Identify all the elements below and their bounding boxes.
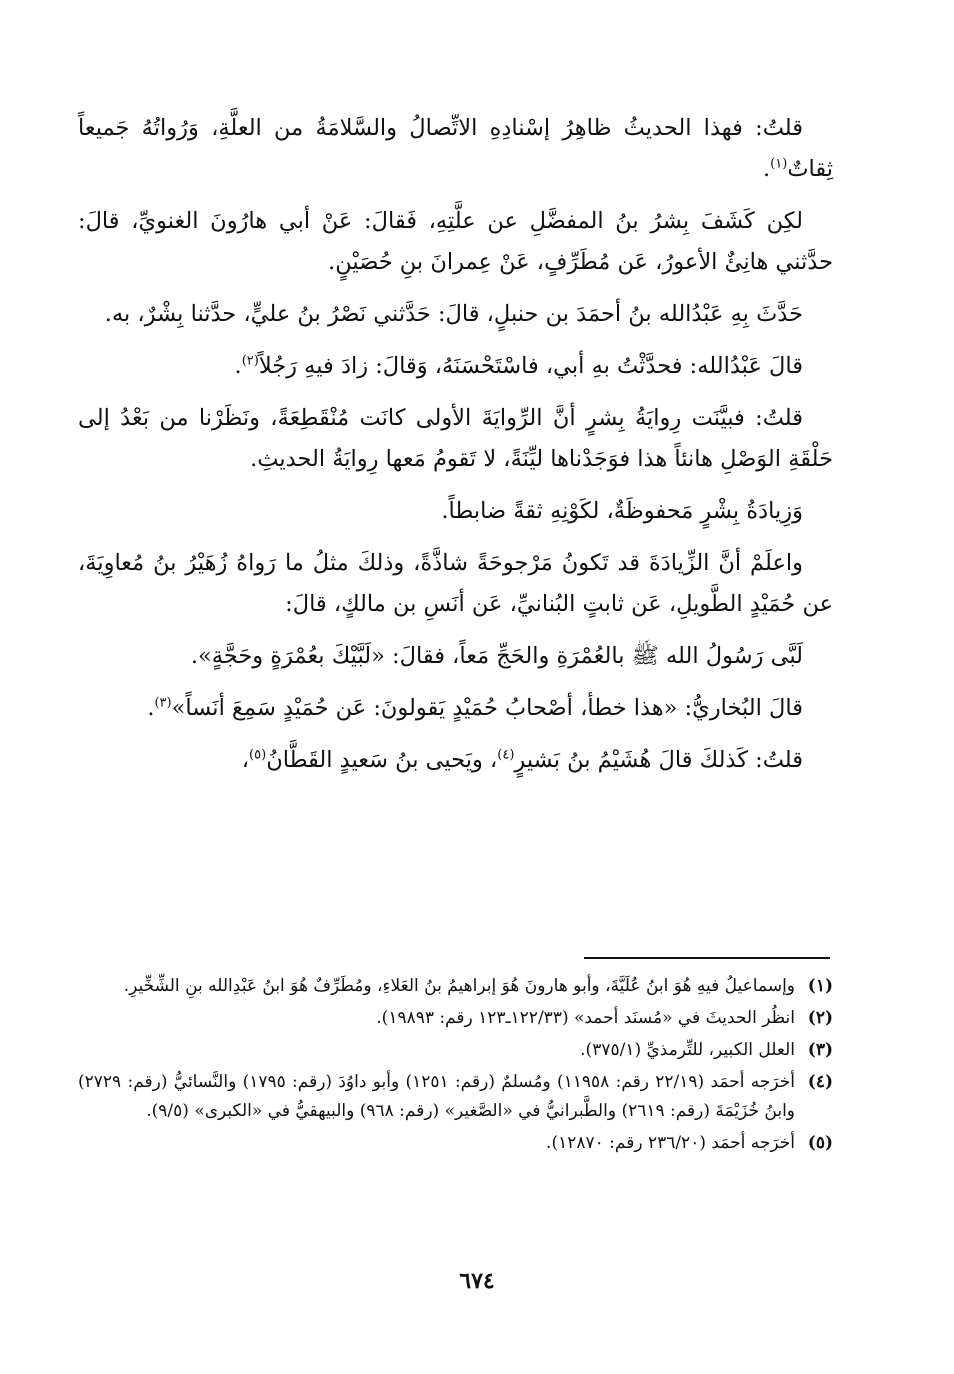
paragraph-1: قلتُ: فهذا الحديثُ ظاهِرُ إسْنادِهِ الاتِّصالُ والسَّلامَةُ من العلَّةِ، وَرُواتُهُ جَميعاً ثِقاتٌ$^{(١)}$. [78, 115, 833, 182]
paragraph-9: قالَ البُخاريُّ: «هذا خطأ، أصْحابُ حُمَيْدٍ يَقولونَ: عَن حُمَيْدٍ سَمِعَ أنَساً»$^{(٣)}$. [147, 695, 803, 721]
footnote-number: (٥) [807, 1133, 833, 1153]
footnote-text: أخرَجه أحمَد (٢٣٦/٢٠ رقم: ١٢٨٧٠). [546, 1133, 795, 1153]
footnote-ref-4[interactable]: (٤) [497, 747, 515, 763]
footnote-5 [78, 1129, 833, 1158]
footnote-text: انظُر الحديثَ في «مُسنَد أحمد» (١٢٢/٣٣ـ١٢٣ رقم: ١٩٨٩٣). [376, 1008, 795, 1028]
paragraph-7: واعلَمْ أنَّ الزِّيادَةَ قد تَكونُ مَرْجوحَةً شاذَّةً، وذلكَ مثلُ ما رَواهُ زُهَيْرُ بنُ مُعاوِيَةَ، عن حُمَيْدٍ الطَّويلِ، عَن ثابتٍ البُنانيِّ، عَن أنَسِ بن مالكٍ، قالَ: [78, 550, 833, 617]
paragraph-3: حَدَّثَ بِهِ عَبْدُالله بنُ أحمَدَ بن حنبلٍ، قالَ: حَدَّثني نَصْرُ بنُ عليٍّ، حدَّثنا بِشْرٌ، به. [104, 301, 803, 327]
footnote-ref-2[interactable]: (٢) [241, 353, 259, 369]
footnote-4 [78, 1068, 833, 1126]
paragraph-2: لكِن كَشَفَ بِشرُ بنُ المفضَّلِ عن علَّتِهِ، فَقالَ: عَنْ أبي هارُونَ الغنويِّ، قالَ: حدَّثني هانِئٌ الأعورُ، عَن مُطَرِّفٍ، عَنْ عِمرانَ بنِ حُصَيْنٍ. [78, 208, 833, 275]
page-number: ٦٧٤ [459, 1268, 495, 1294]
footnote-text: العلل الكبير، للتِّرمذيِّ (٣٧٥/١). [580, 1040, 795, 1060]
footnote-number: (٢) [807, 1008, 833, 1028]
footnote-text: وإسماعيلُ فيهِ هُوَ ابنُ عُلَيَّةَ، وأبو هارونَ هُوَ إبراهيمُ بنُ العَلاءِ، ومُطَرِّفٌ هُوَ ابنُ عَبْدِالله بنِ الشِّخِّيرِ. [123, 976, 795, 996]
paragraph-8: لَبَّى رَسُولُ الله ﷺ بالعُمْرَةِ والحَجِّ مَعاً، فقالَ: «لَبَّيْكَ بعُمْرَةٍ وحَجَّةٍ». [190, 643, 803, 669]
paragraph-5: قلتُ: فبيَّنَت رِوايَةُ بِشرٍ أنَّ الرِّوايَةَ الأولى كانَت مُنْقَطِعَةً، ونَظَرْنا من بَعْدُ إلى حَلْقَةِ الوَصْلِ هانئاً هذا فوَجَدْناها ليِّنَةً، لا تَقومُ مَعها رِوايَةُ الحديثِ. [78, 405, 833, 472]
footnote-number: (٣) [807, 1040, 833, 1060]
footnote-1 [78, 972, 833, 1001]
paragraph-10: قلتُ: كَذلكَ قالَ هُشَيْمُ بنُ بَشيرٍ$^{(٤)}$، ويَحيى بنُ سَعيدٍ القَطَّانُ$^{(٥)}$، [241, 747, 803, 773]
paragraph-6: وَزِيادَةُ بِشْرٍ مَحفوظَةٌ، لكَوْنِهِ ثقةً ضابطاً. [441, 498, 803, 524]
footnote-3 [78, 1036, 833, 1065]
footnote-ref-3[interactable]: (٣) [154, 695, 172, 711]
footnote-number: (١) [807, 976, 833, 996]
paragraph-4: قالَ عَبْدُالله: فحدَّثْتُ بهِ أبي، فاسْتَحْسَنَهُ، وَقالَ: زادَ فيهِ رَجُلاً$^{(٢)}$. [234, 353, 803, 379]
footnote-ref-5[interactable]: (٥) [249, 747, 267, 763]
footnote-ref-1[interactable]: (١) [770, 156, 788, 172]
footnotes [78, 972, 833, 1161]
footnote-number: (٤) [807, 1072, 833, 1092]
main-text [78, 108, 833, 792]
footnote-2 [78, 1004, 833, 1033]
footnote-divider [584, 957, 830, 959]
footnote-text: أخرَجه أحمَد (٢٢/١٩ رقم: ١١٩٥٨) ومُسلمٌ (رقم: ١٢٥١) وأبو داوُدَ (رقم: ١٧٩٥) والنَّسائيُّ (رقم: ٢٧٢٩) وابنُ خُزَيْمَةَ (رقم: ٢٦١٩) والطَّبرانيُّ في «الصَّغير» (رقم: ٩٦٨) والبيهقيُّ في «الكبرى» (٩/٥). [78, 1072, 796, 1121]
